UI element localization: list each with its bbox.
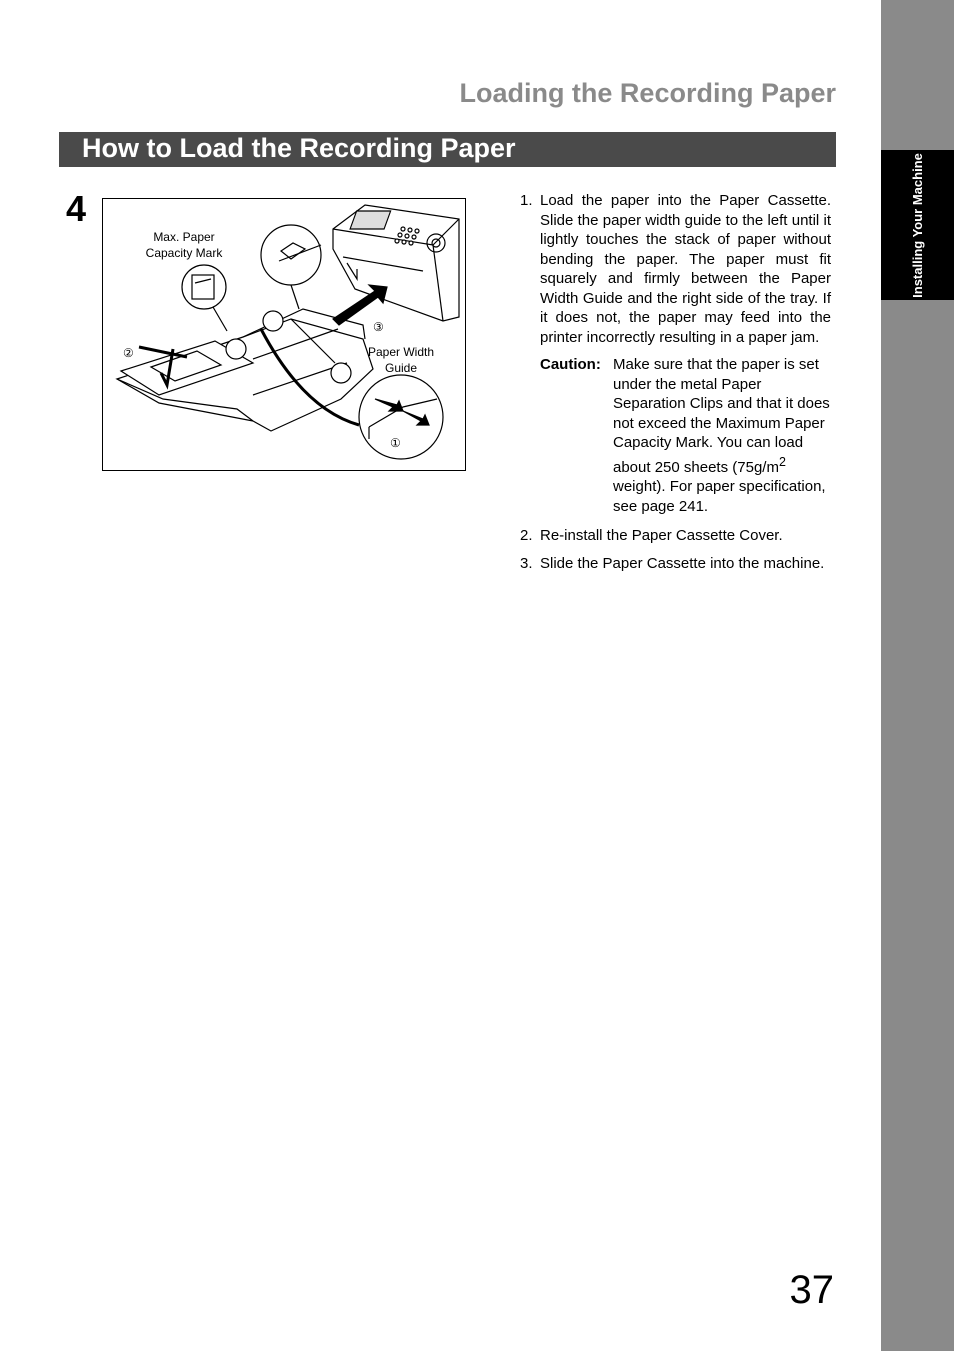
marker-2: ② (123, 346, 134, 360)
item-text: Re-install the Paper Cassette Cover. (540, 527, 783, 544)
instructions (520, 191, 831, 581)
cassette-illustration (102, 198, 466, 471)
item-number: 3. (520, 554, 533, 572)
instruction-item-2 (520, 526, 831, 546)
caution-text-part-2: weight). For paper specification, see page 241. (613, 478, 826, 515)
caution-text-part-1: Make sure that the paper is set under the metal Paper Separation Clips and that it does not exceed the Maximum Paper Capacity Mark. You can load about 250 sheets (75g/m (613, 356, 830, 476)
width-guide-label: Paper Width Guide (367, 345, 435, 375)
header-title: Loading the Recording Paper (459, 78, 836, 108)
caution-text (613, 355, 831, 516)
section-title: How to Load the Recording Paper (82, 133, 516, 163)
chapter-tab-label: Installing Your Machine (910, 152, 925, 298)
caution-superscript: 2 (778, 454, 786, 469)
item-number: 1. (520, 192, 533, 209)
caution-label: Caution: (540, 356, 601, 373)
instruction-item-3 (520, 554, 831, 574)
marker-1: ① (390, 436, 401, 450)
capacity-mark-label: Max. Paper Capacity Mark (145, 230, 223, 260)
instruction-item-1 (520, 191, 831, 347)
item-text: Slide the Paper Cassette into the machine. (540, 554, 825, 572)
step-number: 4 (66, 188, 87, 229)
item-number: 2. (520, 527, 533, 544)
chapter-tab-label-wrap (881, 150, 954, 300)
page-number: 37 (789, 1268, 834, 1312)
caution-note (540, 355, 831, 516)
marker-3: ③ (373, 320, 384, 334)
item-text: Load the paper into the Paper Cassette. Slide the paper width guide to the left until it lightly touches the stack of paper without bending the paper. The paper must fit squarely and firmly between the Paper Width Guide and the right side of the tray. If it does not, the paper may feed into the printer incorrectly resulting in a paper jam. (540, 192, 831, 346)
